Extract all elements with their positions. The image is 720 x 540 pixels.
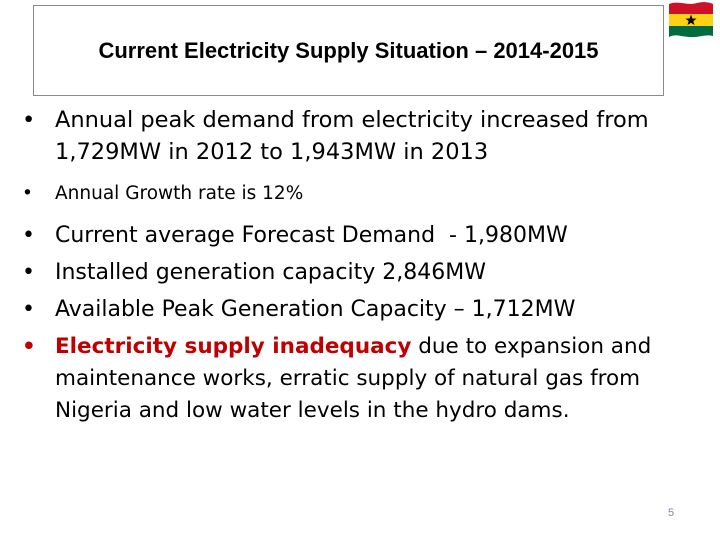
bullet-marker: • [22,183,33,204]
bullet-marker: • [22,297,35,322]
bullet-text: Current average Forecast Demand - 1,980MW [55,223,568,248]
title-box [33,5,664,96]
bullet-text: Installed generation capacity 2,846MW [55,260,486,285]
bullet-item-forecast-demand [22,220,712,252]
bullet-item-available-capacity [22,294,712,326]
bullet-item-supply-inadequacy [22,331,712,427]
bullet-list [22,104,712,427]
bullet-item-peak-demand [22,104,712,168]
bullet-marker: • [22,334,36,359]
page-number: 5 [668,507,675,519]
bullet-marker: • [22,260,35,285]
bullet-item-installed-capacity [22,257,712,289]
bullet-marker: • [22,107,36,133]
slide-title: Current Electricity Supply Situation – 2014-2015 [98,38,599,63]
bullet-marker: • [22,223,35,248]
bullet-item-growth-rate [22,178,712,210]
bullet-text: due to expansion and maintenance works, erratic supply of natural gas from Nigeria and low water levels in the hydro dams. [55,334,652,423]
bullet-highlight-text: Electricity supply inadequacy [55,334,412,359]
bullet-text: Annual Growth rate is 12% [55,183,304,204]
ghana-flag-icon [667,0,715,40]
bullet-text: Available Peak Generation Capacity – 1,712MW [55,297,576,322]
bullet-text: Annual peak demand from electricity increased from 1,729MW in 2012 to 1,943MW in 2013 [55,107,649,165]
